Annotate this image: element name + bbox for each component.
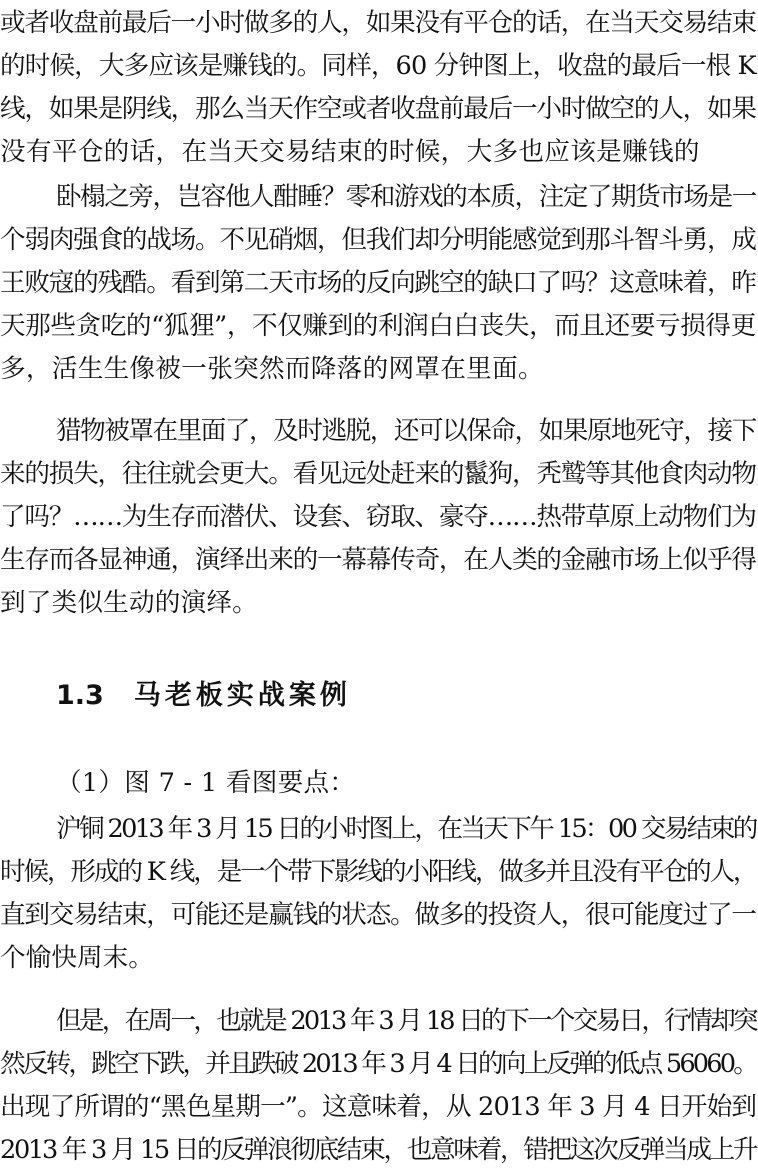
text-line: 来的损失，往往就会更大。看见远处赶来的鬣狗，秃鹫等其他食肉动物 <box>0 459 756 489</box>
text-line: 但是，在周一，也就是 2013 年 3 月 18 日的下一个交易日，行情却突 <box>56 1006 756 1036</box>
text-line: 了吗？……为生存而潜伏、设套、窃取、豪夺……热带草原上动物们为 <box>0 502 756 532</box>
text-line: 沪铜 2013 年 3 月 15 日的小时图上，在当天下午 15：00 交易结束的 <box>56 814 756 844</box>
text-line: 多，活生生像被一张突然而降落的网罩在里面。 <box>0 354 544 384</box>
text-line: 或者收盘前最后一小时做多的人，如果没有平仓的话，在当天交易结束 <box>0 8 756 38</box>
text-line: 出现了所谓的“黑色星期一”。这意味着，从 2013 年 3 月 4 日开始到 <box>0 1092 757 1122</box>
text-line: 直到交易结束，可能还是赢钱的状态。做多的投资人，很可能度过了一 <box>0 900 756 930</box>
text-line: 线，如果是阴线，那么当天作空或者收盘前最后一小时做空的人，如果 <box>0 94 756 124</box>
text-line: 天那些贪吃的“狐狸”，不仅赚到的利润白白丧失，而且还要亏损得更 <box>0 311 756 341</box>
text-line: 猎物被罩在里面了，及时逃脱，还可以保命，如果原地死守，接下 <box>56 416 756 446</box>
text-line: 王败寇的残酷。看到第二天市场的反向跳空的缺口了吗？这意味着，昨 <box>0 268 756 298</box>
text-line: 然反转，跳空下跌，并且跌破 2013 年 3 月 4 日的向上反弹的低点 56060。 <box>0 1049 757 1079</box>
section-number: 1.3 <box>56 680 104 711</box>
list-item-label: （1）图 7 - 1 看图要点： <box>56 768 356 798</box>
text-line: 生存而各显神通，演绎出来的一幕幕传奇，在人类的金融市场上似乎得 <box>0 545 756 575</box>
text-line: 时候，形成的 K 线，是一个带下影线的小阳线，做多并且没有平仓的人， <box>0 857 757 887</box>
text-line: 个愉快周末。 <box>0 943 154 973</box>
section-heading <box>56 672 351 720</box>
text-line: 的时候，大多应该是赚钱的。同样，60 分钟图上，收盘的最后一根 K <box>0 51 756 81</box>
text-line: 没有平仓的话，在当天交易结束的时候，大多也应该是赚钱的 <box>0 137 700 167</box>
text-line: 个弱肉强食的战场。不见硝烟，但我们却分明能感觉到那斗智斗勇，成 <box>0 225 756 255</box>
text-line: 到了类似生动的演绎。 <box>0 588 258 618</box>
text-line: 2013 年 3 月 15 日的反弹浪彻底结束，也意味着，错把这次反弹当成上升 <box>0 1135 757 1165</box>
section-title: 马老板实战案例 <box>133 680 351 711</box>
text-line: 卧榻之旁，岂容他人酣睡？零和游戏的本质，注定了期货市场是一 <box>56 182 756 212</box>
